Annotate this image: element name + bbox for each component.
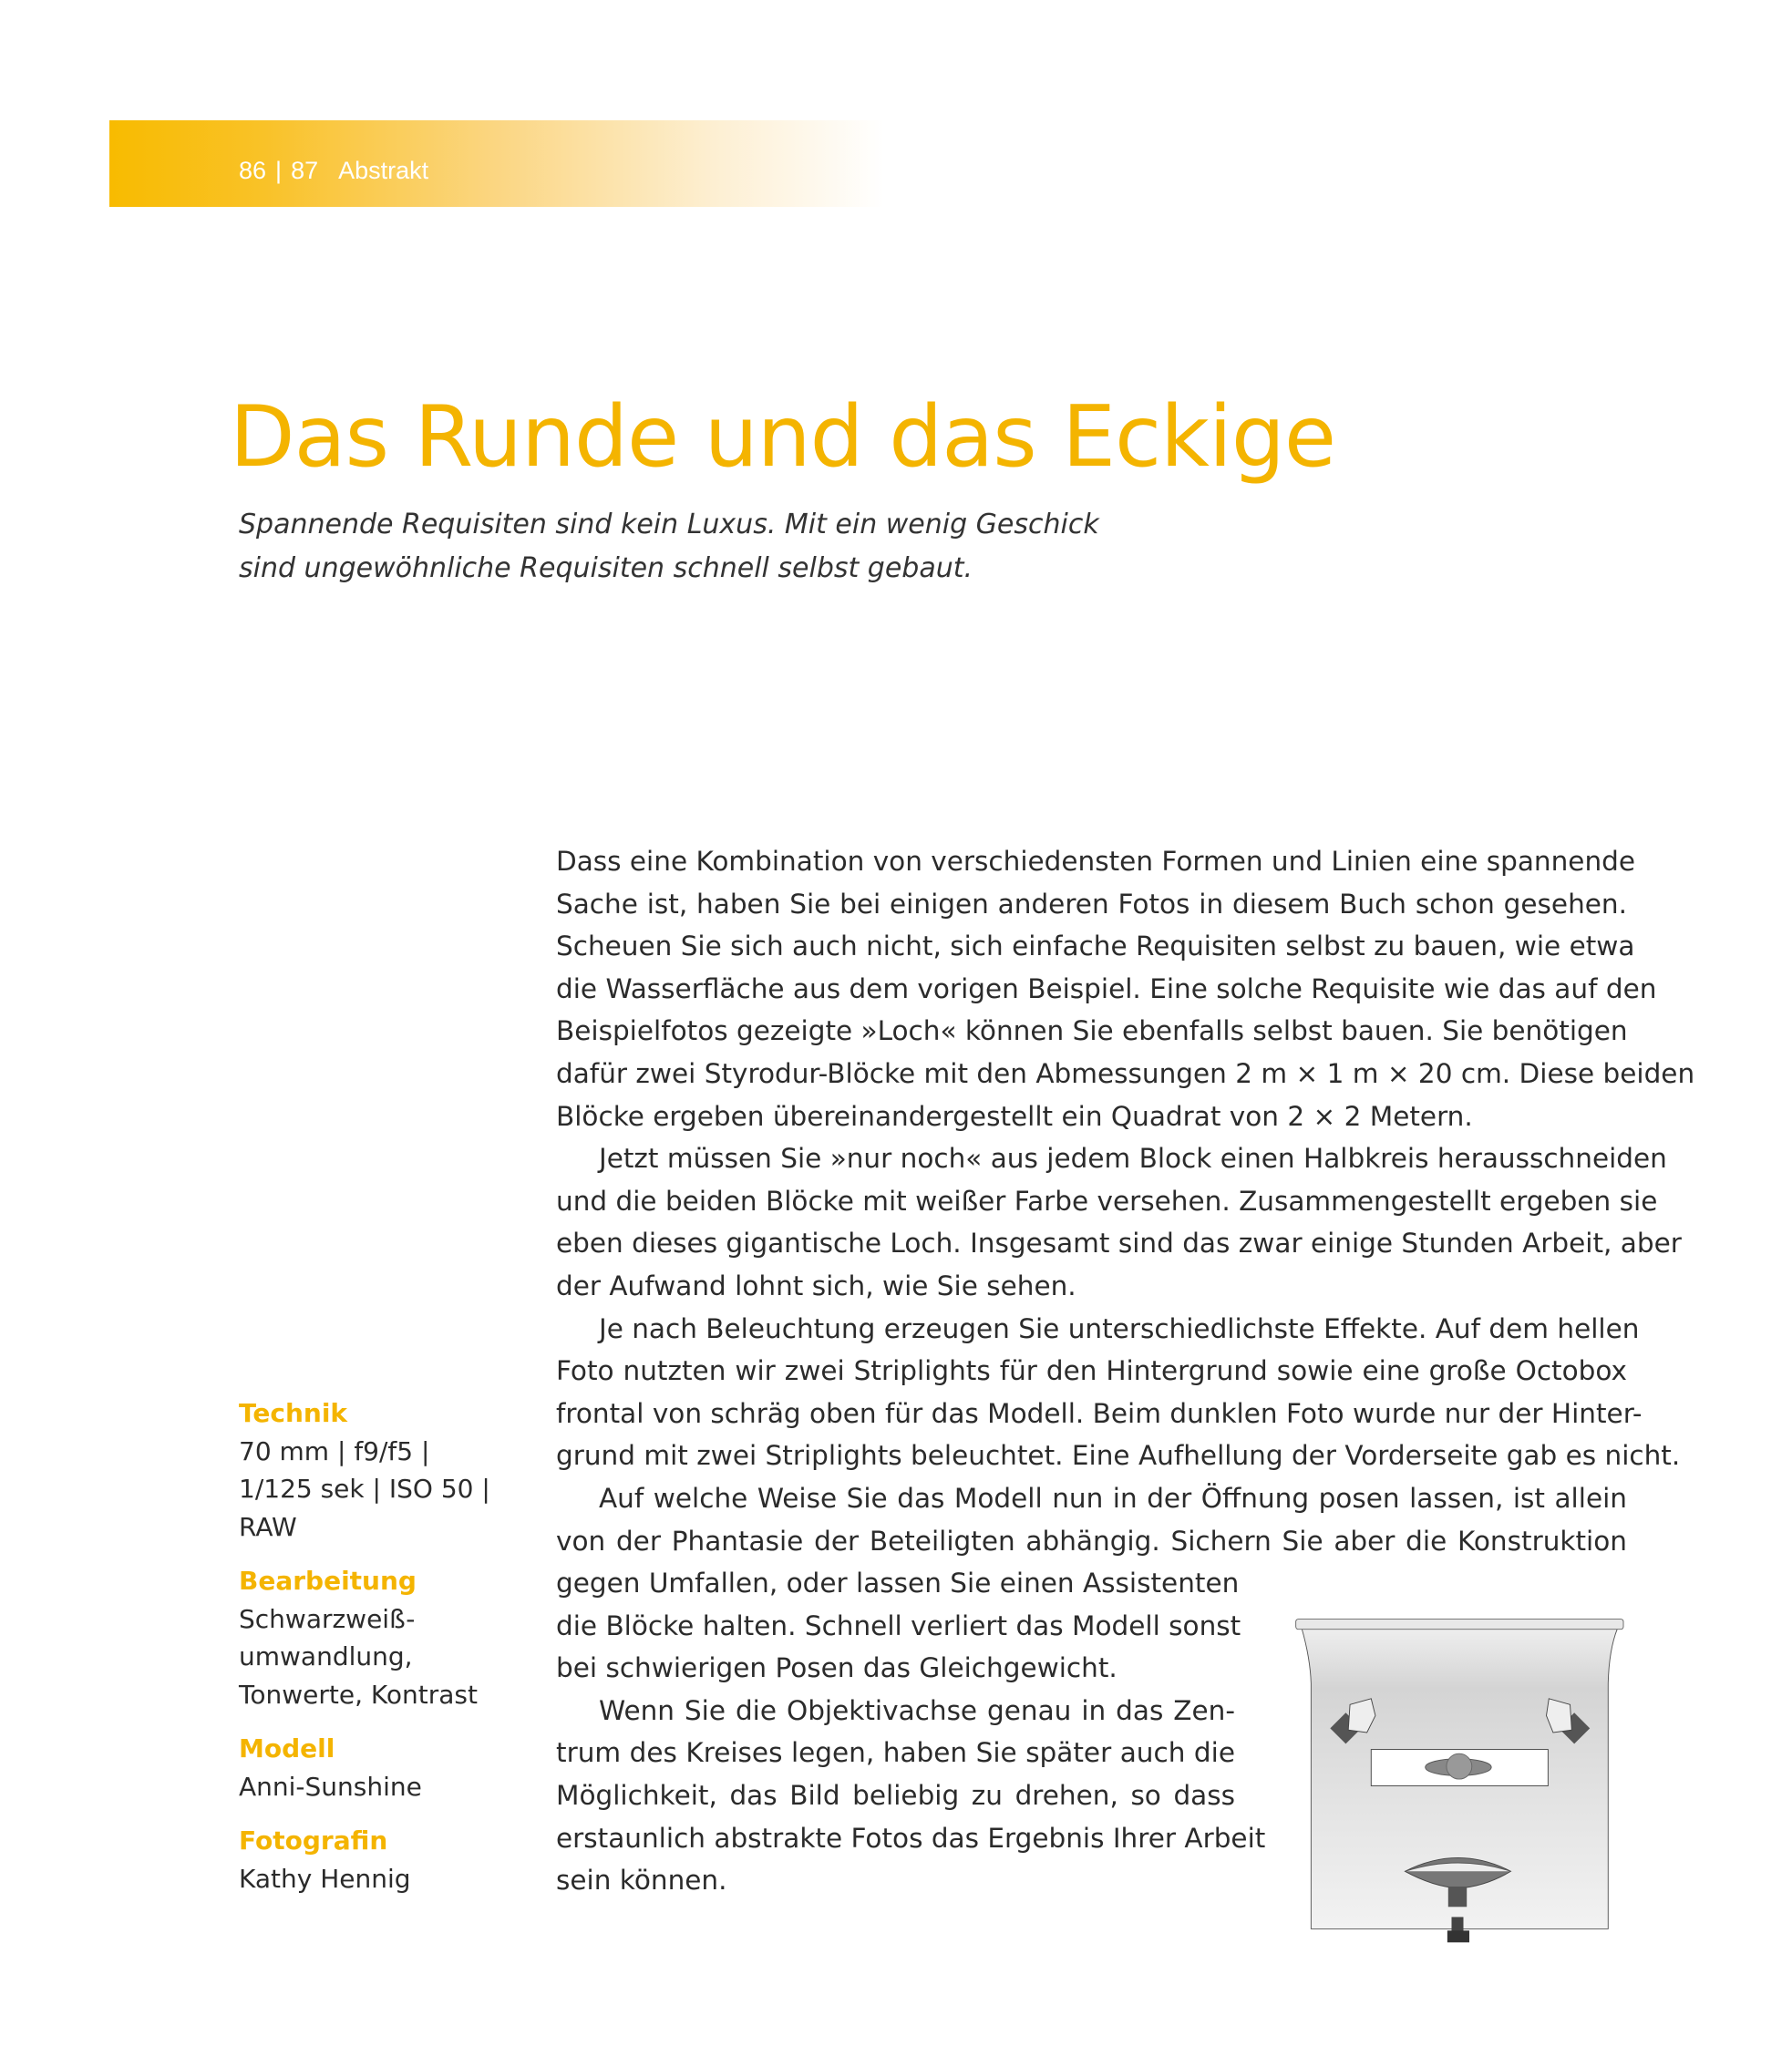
- running-header: [239, 157, 428, 185]
- body-line: die Blöcke halten. Schnell verliert das Modell sonst: [556, 1609, 1241, 1641]
- sidebar-group: [239, 1562, 490, 1713]
- body-line: sein können.: [556, 1865, 727, 1897]
- body-line: von der Phantasie der Beteiligten abhängig. Sichern Sie aber die Konstruktion: [556, 1525, 1627, 1557]
- sidebar-group: [239, 1394, 490, 1546]
- model-icon: [1447, 1753, 1472, 1779]
- sidebar-group: [239, 1730, 490, 1805]
- sidebar-info: [239, 1394, 490, 1914]
- body-line: der Aufwand lohnt sich, wie Sie sehen.: [556, 1270, 1076, 1301]
- body-line: gegen Umfallen, oder lassen Sie einen Assistenten: [556, 1568, 1240, 1599]
- sidebar-heading: Modell: [239, 1733, 335, 1764]
- body-line: Foto nutzten wir zwei Striplights für den Hintergrund sowie eine große Octobox: [556, 1355, 1627, 1387]
- page-number-right: 87: [291, 157, 319, 184]
- sidebar-heading: Fotografin: [239, 1825, 388, 1856]
- body-line: erstaunlich abstrakte Fotos das Ergebnis Ihrer Arbeit: [556, 1822, 1266, 1854]
- body-line: Beispielfotos gezeigte »Loch« können Sie ebenfalls selbst bauen. Sie benötigen: [556, 1015, 1628, 1047]
- page-number-left: 86: [239, 157, 267, 184]
- body-line: die Wasserfläche aus dem vorigen Beispiel. Eine solche Requisite wie das auf den: [556, 972, 1657, 1004]
- body-line: Dass eine Kombination von verschiedensten Formen und Linien eine spannende: [556, 846, 1636, 877]
- sidebar-value: Tonwerte, Kontrast: [239, 1679, 478, 1710]
- sidebar-value: RAW: [239, 1511, 297, 1542]
- body-line: Sache ist, haben Sie bei einigen anderen Fotos in diesem Buch schon gesehen.: [556, 888, 1627, 920]
- sidebar-heading: Bearbeitung: [239, 1566, 417, 1596]
- sidebar-value: Kathy Hennig: [239, 1863, 411, 1894]
- subtitle-line: sind ungewöhnliche Requisiten schnell selbst gebaut.: [239, 552, 973, 584]
- body-line: eben dieses gigantische Loch. Insgesamt sind das zwar einige Stunden Arbeit, aber: [556, 1228, 1682, 1260]
- header-band: [109, 120, 884, 207]
- sidebar-heading: Technik: [239, 1398, 348, 1428]
- body-line: grund mit zwei Striplights beleuchtet. Eine Aufhellung der Vorderseite gab es nicht.: [556, 1440, 1681, 1472]
- body-line: Scheuen Sie sich auch nicht, sich einfache Requisiten selbst zu bauen, wie etwa: [556, 931, 1635, 962]
- body-line: dafür zwei Styrodur-Blöcke mit den Abmessungen 2 m × 1 m × 20 cm. Diese beiden: [556, 1057, 1695, 1089]
- body-line: Blöcke ergeben übereinandergestellt ein Quadrat von 2 × 2 Metern.: [556, 1100, 1473, 1132]
- body-line: Je nach Beleuchtung erzeugen Sie unterschiedlichste Effekte. Auf dem hellen: [599, 1312, 1640, 1344]
- page-title: Das Runde und das Eckige: [230, 387, 1336, 486]
- subtitle: [239, 503, 1099, 591]
- body-line: Möglichkeit, das Bild beliebig zu drehen, so dass: [556, 1780, 1235, 1812]
- sidebar-value: 1/125 sek | ISO 50 |: [239, 1474, 490, 1504]
- body-line: Jetzt müssen Sie »nur noch« aus jedem Block einen Halbkreis herausschneiden: [599, 1143, 1667, 1175]
- body-line: bei schwierigen Posen das Gleichgewicht.: [556, 1652, 1117, 1684]
- sidebar-value: 70 mm | f9/f5 |: [239, 1435, 430, 1466]
- body-line: Auf welche Weise Sie das Modell nun in der Öffnung posen lassen, ist allein: [599, 1482, 1627, 1514]
- body-line: Wenn Sie die Objektivachse genau in das Zen-: [599, 1694, 1235, 1726]
- body-line: und die beiden Blöcke mit weißer Farbe versehen. Zusammengestellt ergeben sie: [556, 1185, 1658, 1217]
- sidebar-value: Anni-Sunshine: [239, 1771, 422, 1802]
- section-name: Abstrakt: [338, 157, 429, 184]
- sidebar-group: [239, 1822, 490, 1897]
- body-line: frontal von schräg oben für das Modell. Beim dunklen Foto wurde nur der Hinter-: [556, 1397, 1643, 1429]
- backdrop-roll: [1296, 1620, 1623, 1630]
- body-line: trum des Kreises legen, haben Sie später auch die: [556, 1737, 1235, 1769]
- page-separator: |: [275, 157, 283, 184]
- sidebar-value: umwandlung,: [239, 1641, 413, 1671]
- lighting-setup-diagram: [1272, 1590, 1632, 1946]
- subtitle-line: Spannende Requisiten sind kein Luxus. Mit ein wenig Geschick: [239, 509, 1099, 540]
- sidebar-value: Schwarzweiß-: [239, 1603, 416, 1634]
